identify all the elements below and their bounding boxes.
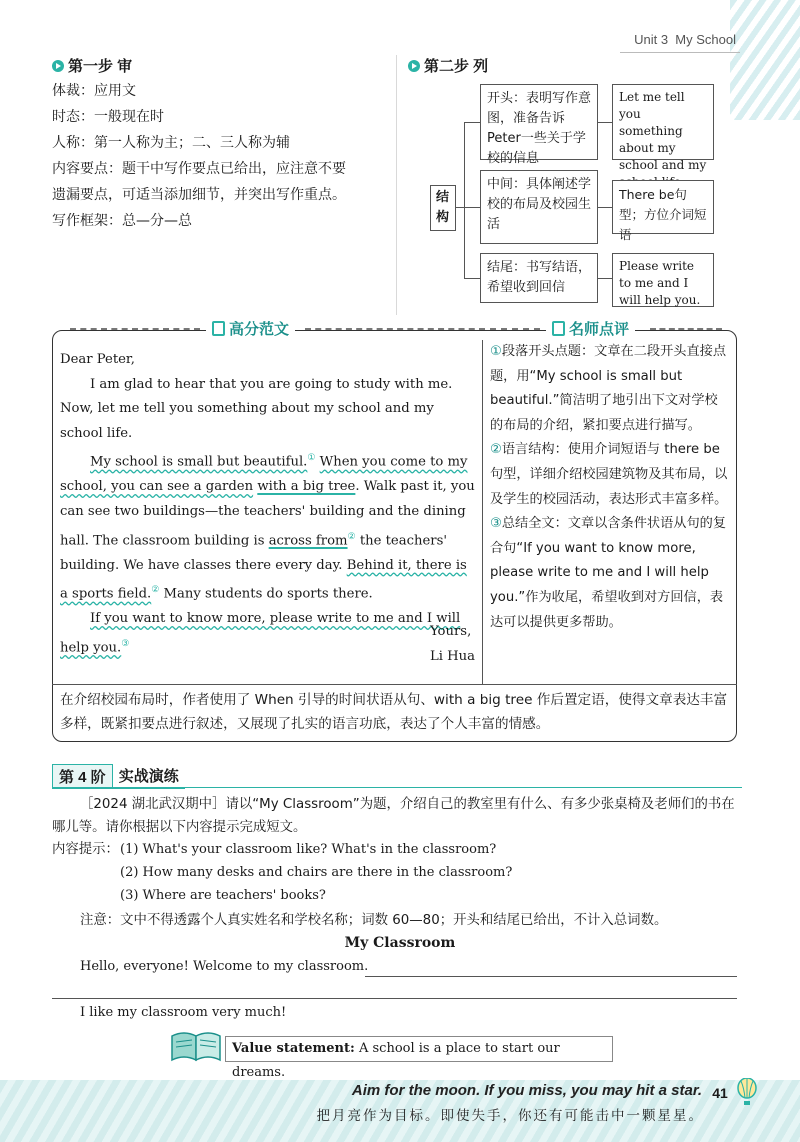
- task-note: 注意：文中不得透露个人真实姓名和学校名称；词数 60—80；开头和结尾已给出，不计入总词数。: [80, 913, 668, 928]
- stage-label: [52, 764, 185, 789]
- hot-air-balloon-icon: [736, 1078, 758, 1106]
- model-essay-label-text: 高分范文: [229, 321, 290, 338]
- ref-marker: ①: [307, 453, 316, 464]
- comment-num: ③: [490, 516, 502, 532]
- step1-line: 人称：第一人称为主；二、三人称为辅: [52, 135, 290, 151]
- letter-paragraph-2: [60, 446, 476, 607]
- play-bullet-icon: [52, 60, 64, 72]
- comment-text: 总结全文：文章以含条件状语从句的复合句“If you want to know more, please write to me and I will help you.”作为收尾，希望收到对方回信，表达可以提供更多帮助。: [490, 516, 727, 630]
- step2-title-text: 第二步 列: [424, 58, 489, 75]
- header-rule: [620, 52, 740, 53]
- step1-line: 遗漏要点，可适当添加细节，并突出写作重点。: [52, 187, 346, 203]
- motto-english: Aim for the moon. If you miss, you may hit a star.: [351, 1082, 702, 1099]
- connector: [598, 207, 612, 208]
- structure-example-ending: Please write to me and I will help you.: [612, 253, 714, 307]
- phrase-with-tree: with a big tree: [257, 479, 356, 495]
- task-prompt: ［2024 湖北武汉期中］请以“My Classroom”为题，介绍自己的教室里有什么、有多少张桌椅及老师们的书在哪儿等。请你根据以下内容提示完成短文。: [52, 797, 735, 835]
- connector: [464, 122, 465, 279]
- structure-part-ending: 结尾：书写结语，希望收到回信: [480, 253, 598, 303]
- essay-opening: Hello, everyone! Welcome to my classroom.: [80, 959, 369, 974]
- step1-title-text: 第一步 审: [68, 58, 133, 75]
- connector: [464, 122, 480, 123]
- motto-chinese: 把月亮作为目标。即使失手，你还有可能击中一颗星星。: [316, 1108, 704, 1124]
- document-icon: [212, 321, 225, 336]
- step2-title: [408, 55, 488, 76]
- hint-label: 内容提示：: [52, 842, 119, 857]
- unit-label: Unit 3: [634, 32, 669, 47]
- corner-decoration: [730, 0, 800, 120]
- letter-closing: Yours,: [430, 624, 472, 639]
- value-statement: Value statement: A school is a place to start our dreams.: [225, 1036, 613, 1062]
- comment-item: [490, 438, 730, 512]
- comment-item: [490, 340, 730, 438]
- connector: [464, 207, 480, 208]
- model-essay: [60, 348, 476, 661]
- running-header: [634, 32, 736, 47]
- stage-number: 第 4 阶: [52, 764, 113, 789]
- ref-marker: ②: [347, 531, 356, 542]
- step1-line: 体裁：应用文: [52, 83, 136, 99]
- frame-divider: [482, 340, 483, 685]
- comment-text: 语言结构：使用介词短语与 there be 句型，详细介绍校园建筑物及其布局，以及学生的校园活动，表达形式丰富多样。: [490, 442, 728, 507]
- step1-line: 时态：一般现在时: [52, 109, 164, 125]
- unit-title: My School: [675, 32, 736, 47]
- closing-sentence: If you want to know more, please write to me and I will help you.: [60, 611, 461, 656]
- hint-item: (1) What's your classroom like? What's in the classroom?: [120, 842, 497, 857]
- step1-line: 写作框架：总—分—总: [52, 213, 192, 229]
- dashed-rule: [305, 328, 485, 330]
- phrase-across-from: across from: [268, 532, 348, 548]
- dashed-rule: [650, 328, 722, 330]
- dashed-rule: [70, 328, 200, 330]
- column-divider: [396, 55, 397, 315]
- structure-part-middle: 中间：具体阐述学校的布局及校园生活: [480, 170, 598, 244]
- model-essay-label: [206, 318, 295, 339]
- essay-title: My Classroom: [344, 935, 456, 951]
- teacher-comment: [490, 340, 730, 635]
- teacher-comment-label-text: 名师点评: [569, 321, 630, 338]
- letter-paragraph-3: [60, 607, 476, 661]
- letter-signature: Li Hua: [430, 649, 476, 664]
- hint-item: (3) Where are teachers' books?: [120, 888, 326, 903]
- comment-num: ①: [490, 344, 502, 359]
- topic-sentence: My school is small but beautiful.: [90, 454, 308, 470]
- play-bullet-icon: [408, 60, 420, 72]
- structure-example-middle: There be句型；方位介词短语: [612, 180, 714, 234]
- step1-title: [52, 55, 132, 76]
- connector: [598, 122, 612, 123]
- teacher-comment-label: [546, 318, 635, 339]
- letter-text: the teachers' building. We have classes there every day.: [60, 532, 447, 573]
- comment-text: 段落开头点题：文章在二段开头直接点题，用“My school is small but beautiful.”简洁明了地引出下文对学校的布局的介绍，紧扣要点进行描写。: [490, 344, 727, 433]
- connector: [464, 278, 480, 279]
- structure-part-opening: 开头：表明写作意图，准备告诉Peter一些关于学校的信息: [480, 84, 598, 160]
- letter-text: . Walk past it, you can see two buildings—the teachers' building and the dining hall. The classroom building is: [60, 479, 475, 548]
- hint-item: (2) How many desks and chairs are there in the classroom?: [120, 865, 513, 880]
- dashed-rule: [490, 328, 540, 330]
- writing-line[interactable]: [365, 976, 737, 977]
- letter-greeting: Dear Peter,: [60, 352, 135, 367]
- connector: [598, 278, 612, 279]
- letter-paragraph-1: I am glad to hear that you are going to study with me. Now, let me tell you something about my school and my school life.: [60, 376, 453, 441]
- ref-marker: ③: [121, 638, 130, 649]
- step1-line: 内容要点：题干中写作要点已给出，应注意不要: [52, 161, 346, 177]
- structure-label: 结构: [430, 185, 456, 231]
- value-text: A school is a place to start our dreams.: [232, 1041, 560, 1080]
- value-label: Value statement: [232, 1041, 351, 1056]
- pen-icon: [552, 321, 565, 336]
- structure-example-opening: Let me tell you something about my school and my: [612, 84, 714, 160]
- essay-summary: 在介绍校园布局时，作者使用了 When 引导的时间状语从句、with a big tree 作后置定语，使得文章表达丰富多样，既紧扣要点进行叙述，又展现了扎实的语言功底，表达了个人丰富的情感。: [60, 692, 728, 732]
- comment-item: [490, 512, 730, 635]
- letter-text: Many students do sports there.: [163, 586, 373, 602]
- when-clause: When you come to my school, you can see a garden: [60, 454, 468, 495]
- writing-line[interactable]: [52, 998, 737, 999]
- stage-rule: [52, 787, 742, 788]
- step1-content: [52, 78, 392, 234]
- frame-hline: [52, 684, 737, 685]
- stage-name: 实战演练: [113, 764, 185, 789]
- open-book-icon: [170, 1028, 222, 1062]
- page-number: 41: [712, 1085, 728, 1101]
- there-be-sentence: Behind it, there is a sports field.: [60, 557, 467, 602]
- ref-marker: ②: [151, 585, 160, 596]
- connector: [456, 207, 464, 208]
- essay-ending: I like my classroom very much!: [80, 1005, 287, 1020]
- comment-num: ②: [490, 442, 502, 458]
